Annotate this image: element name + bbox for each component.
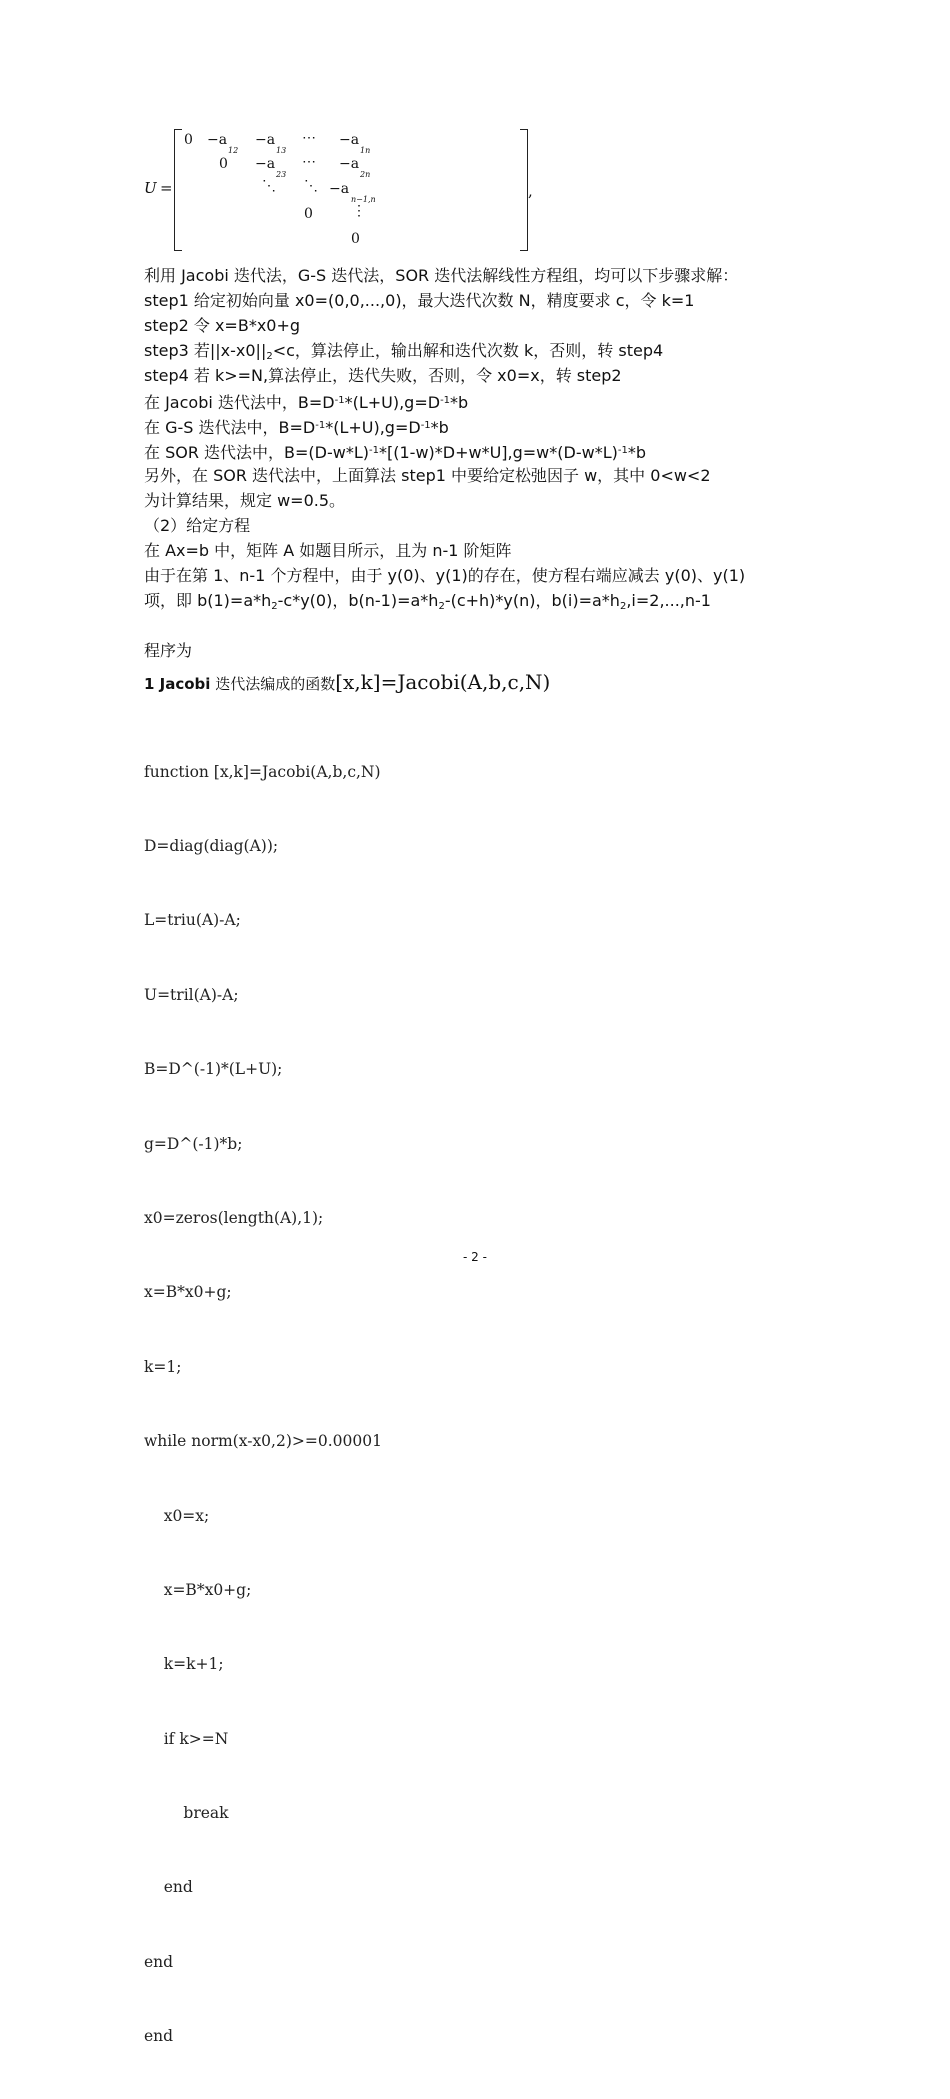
matrix-cell: ⋱: [304, 178, 318, 194]
superscript: -1: [369, 445, 379, 456]
matrix-cell: 0: [184, 132, 193, 148]
code-line: U=tril(A)-A;: [144, 985, 239, 1004]
code-line: end: [144, 1952, 174, 1971]
text-fragment: step3 若||x-x0||: [144, 341, 267, 360]
code-line: x0=x;: [144, 1506, 210, 1525]
matrix-subscript: 12: [228, 146, 239, 155]
matrix-cell: −a: [339, 156, 360, 172]
text-fragment: *b: [430, 418, 449, 437]
text-fragment: <c，算法停止，输出解和迭代次数 k，否则，转 step4: [272, 341, 664, 360]
text-line: step4 若 k>=N,算法停止，迭代失败，否则，令 x0=x，转 step2: [144, 366, 622, 385]
text-line: 另外，在 SOR 迭代法中，上面算法 step1 中要给定松弛因子 w，其中 0<w<2: [144, 466, 711, 485]
matrix-cell: ⋯: [302, 130, 316, 146]
subscript: 2: [271, 601, 278, 612]
code-line: B=D^(-1)*(L+U);: [144, 1060, 283, 1079]
text-fragment: *(L+U),g=D: [344, 393, 441, 412]
matrix-subscript: 23: [276, 170, 287, 179]
code-line: g=D^(-1)*b;: [144, 1134, 243, 1153]
text-line: [144, 588, 711, 619]
text-line: [144, 413, 449, 440]
text-fragment: -(c+h)*y(n)，b(i)=a*h: [444, 591, 620, 610]
matrix-subscript: 13: [276, 146, 287, 155]
code-heading: [144, 670, 550, 694]
text-line: [144, 388, 468, 415]
text-line: 程序为: [144, 641, 193, 660]
code-line: end: [144, 1878, 193, 1897]
text-fragment: *(L+U),g=D: [325, 418, 421, 437]
text-fragment: 在 Jacobi 迭代法中，B=D: [144, 393, 335, 412]
superscript: -1: [334, 395, 345, 406]
section-heading: （2）给定方程: [144, 516, 251, 535]
text-line: 利用 Jacobi 迭代法，G-S 迭代法，SOR 迭代法解线性方程组，均可以下步骤求解：: [144, 266, 739, 285]
code-heading-text: 迭代法编成的函数: [210, 675, 336, 693]
page-number: - 2 -: [463, 1250, 487, 1264]
matrix-cell: ⋮: [352, 203, 366, 219]
text-line: [144, 438, 646, 465]
superscript: -1: [440, 395, 451, 406]
code-line: break: [144, 1804, 229, 1823]
code-block: [144, 710, 382, 2099]
text-line: 为计算结果，规定 w=0.5。: [144, 491, 346, 510]
code-line: function [x,k]=Jacobi(A,b,c,N): [144, 762, 381, 781]
superscript: -1: [315, 420, 326, 431]
matrix-label: U: [144, 179, 157, 197]
code-line: L=triu(A)-A;: [144, 911, 241, 930]
subscript: 2: [266, 351, 273, 362]
matrix-subscript: n−1,n: [351, 195, 376, 204]
text-fragment: *b: [450, 393, 469, 412]
code-line: x0=zeros(length(A),1);: [144, 1208, 324, 1227]
matrix-subscript: 1n: [360, 146, 371, 155]
text-fragment: 在 G-S 迭代法中，B=D: [144, 418, 316, 437]
code-line: end: [144, 2027, 174, 2046]
matrix-cell: ⋱: [262, 178, 276, 194]
matrix-cell: 0: [304, 206, 313, 222]
superscript: -1: [617, 445, 628, 456]
code-line: k=1;: [144, 1357, 182, 1376]
text-line: step1 给定初始向量 x0=(0,0,...,0)，最大迭代次数 N，精度要求 c，令 k=1: [144, 291, 695, 310]
code-heading-signature: [x,k]=Jacobi(A,b,c,N): [335, 670, 551, 694]
matrix-cell: −a: [255, 156, 276, 172]
superscript: -1: [420, 420, 431, 431]
matrix-cell: −a: [329, 181, 350, 197]
matrix-cell: −a: [255, 132, 276, 148]
matrix-cell: −a: [207, 132, 228, 148]
subscript: 2: [438, 601, 445, 612]
text-fragment: 在 SOR 迭代法中，B=(D-w*L): [144, 443, 370, 462]
text-fragment: *[(1-w)*D+w*U],g=w*(D-w*L): [379, 443, 618, 462]
matrix-comma: ,: [528, 182, 533, 200]
matrix-right-bracket: [520, 129, 528, 251]
code-line: k=k+1;: [144, 1655, 224, 1674]
text-line: step2 令 x=B*x0+g: [144, 316, 301, 335]
text-fragment: ,i=2,...,n-1: [626, 591, 711, 610]
matrix-cell: −a: [339, 132, 360, 148]
matrix-u: [144, 124, 533, 254]
subscript: 2: [619, 601, 627, 612]
matrix-equals: =: [160, 179, 173, 197]
code-heading-number: 1 Jacobi: [144, 675, 211, 693]
text-fragment: *b: [627, 443, 646, 462]
matrix-subscript: 2n: [360, 170, 371, 179]
code-line: x=B*x0+g;: [144, 1580, 252, 1599]
text-fragment: -c*y(0)，b(n-1)=a*h: [277, 591, 439, 610]
matrix-left-bracket: [174, 129, 182, 251]
text-fragment: 项，即 b(1)=a*h: [144, 591, 272, 610]
text-line: 由于在第 1、n-1 个方程中，由于 y(0)、y(1)的存在，使方程右端应减去 y(0)、y(1): [144, 566, 746, 585]
matrix-cell: 0: [351, 231, 360, 247]
text-line: 在 Ax=b 中，矩阵 A 如题目所示，且为 n-1 阶矩阵: [144, 541, 512, 560]
matrix-cell: ⋯: [302, 154, 316, 170]
code-line: x=B*x0+g;: [144, 1283, 232, 1302]
code-line: while norm(x-x0,2)>=0.00001: [144, 1432, 382, 1451]
matrix-cell: 0: [219, 156, 228, 172]
code-line: D=diag(diag(A));: [144, 836, 279, 855]
code-line: if k>=N: [144, 1729, 229, 1748]
